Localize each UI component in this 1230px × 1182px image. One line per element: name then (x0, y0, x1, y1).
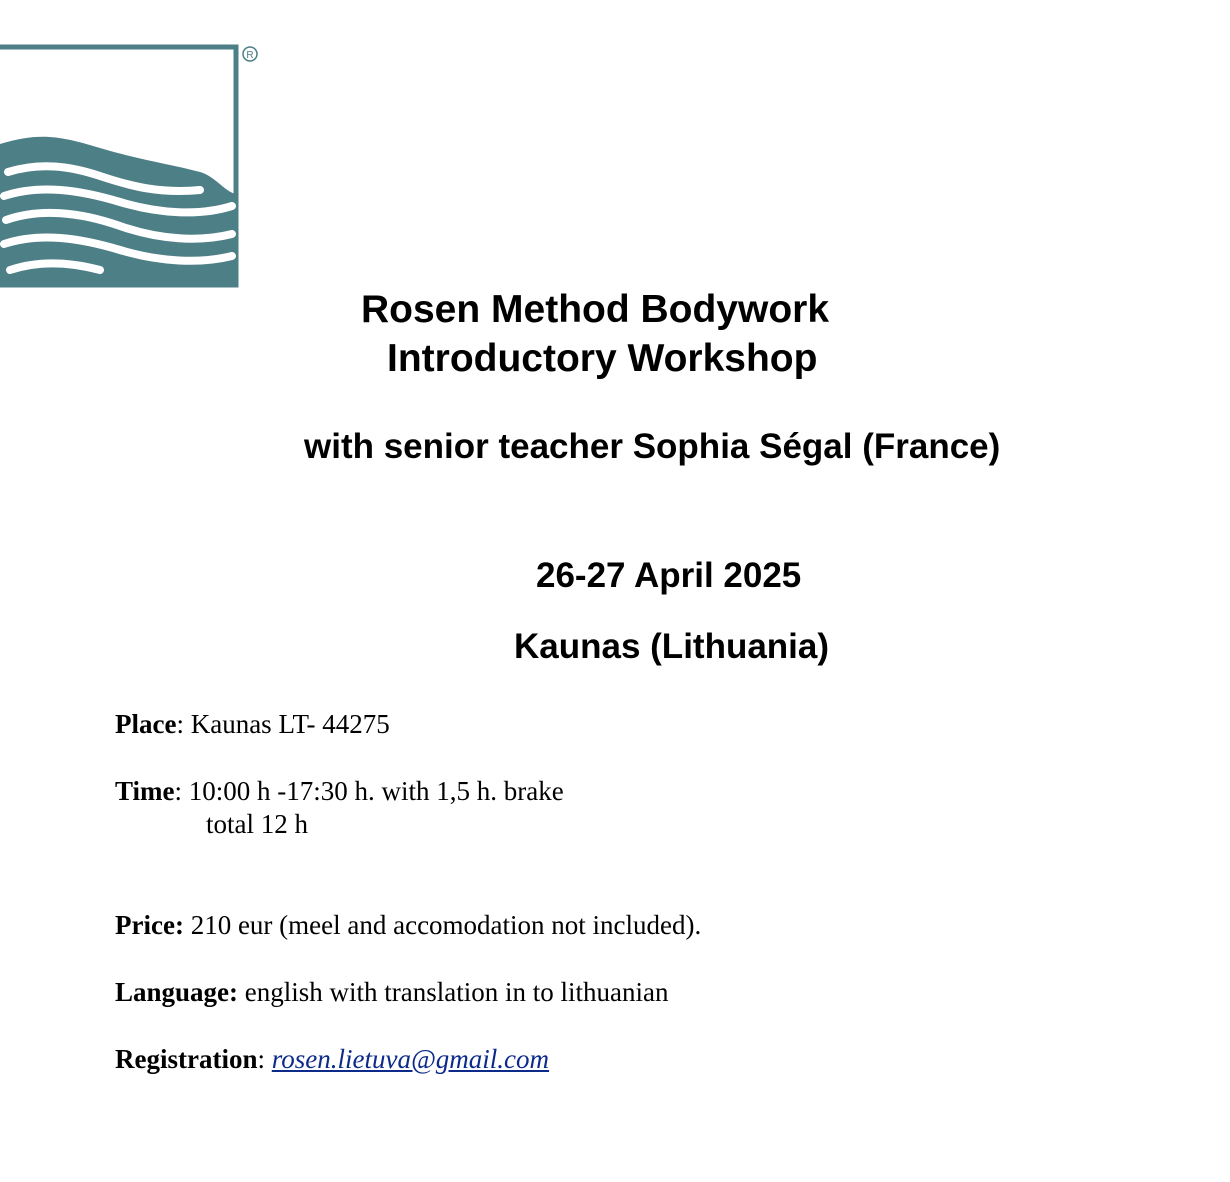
place-label: Place (115, 709, 177, 739)
workshop-city: Kaunas (Lithuania) (514, 627, 830, 666)
title-line-2: Introductory Workshop (387, 337, 818, 380)
price-row (115, 910, 701, 941)
language-label: Language: (115, 977, 239, 1007)
wave-logo-icon (0, 44, 240, 288)
time-value: : 10:00 h -17:30 h. with 1,5 h. brake (174, 776, 564, 806)
registration-email-link[interactable]: rosen.lietuva@gmail.com (271, 1044, 550, 1074)
title-line-1: Rosen Method Bodywork (361, 288, 830, 331)
registration-label: Registration (115, 1044, 258, 1074)
language-row (115, 977, 668, 1008)
registration-row (115, 1044, 549, 1075)
price-value: 210 eur (meel and accomodation not included). (183, 910, 702, 940)
language-value: english with translation in to lithuanian (238, 977, 669, 1007)
time-total: total 12 h (206, 809, 308, 839)
price-label: Price: (115, 910, 184, 940)
time-row (115, 776, 564, 807)
registration-separator: : (257, 1044, 272, 1074)
time-label: Time (115, 776, 175, 806)
place-row (115, 709, 390, 740)
workshop-dates: 26-27 April 2025 (536, 556, 802, 595)
registered-mark-icon (241, 45, 259, 63)
teacher-line: with senior teacher Sophia Ségal (France) (304, 427, 1001, 466)
rosen-logo (0, 44, 262, 288)
svg-text:R: R (246, 50, 254, 61)
place-value: : Kaunas LT- 44275 (176, 709, 390, 739)
